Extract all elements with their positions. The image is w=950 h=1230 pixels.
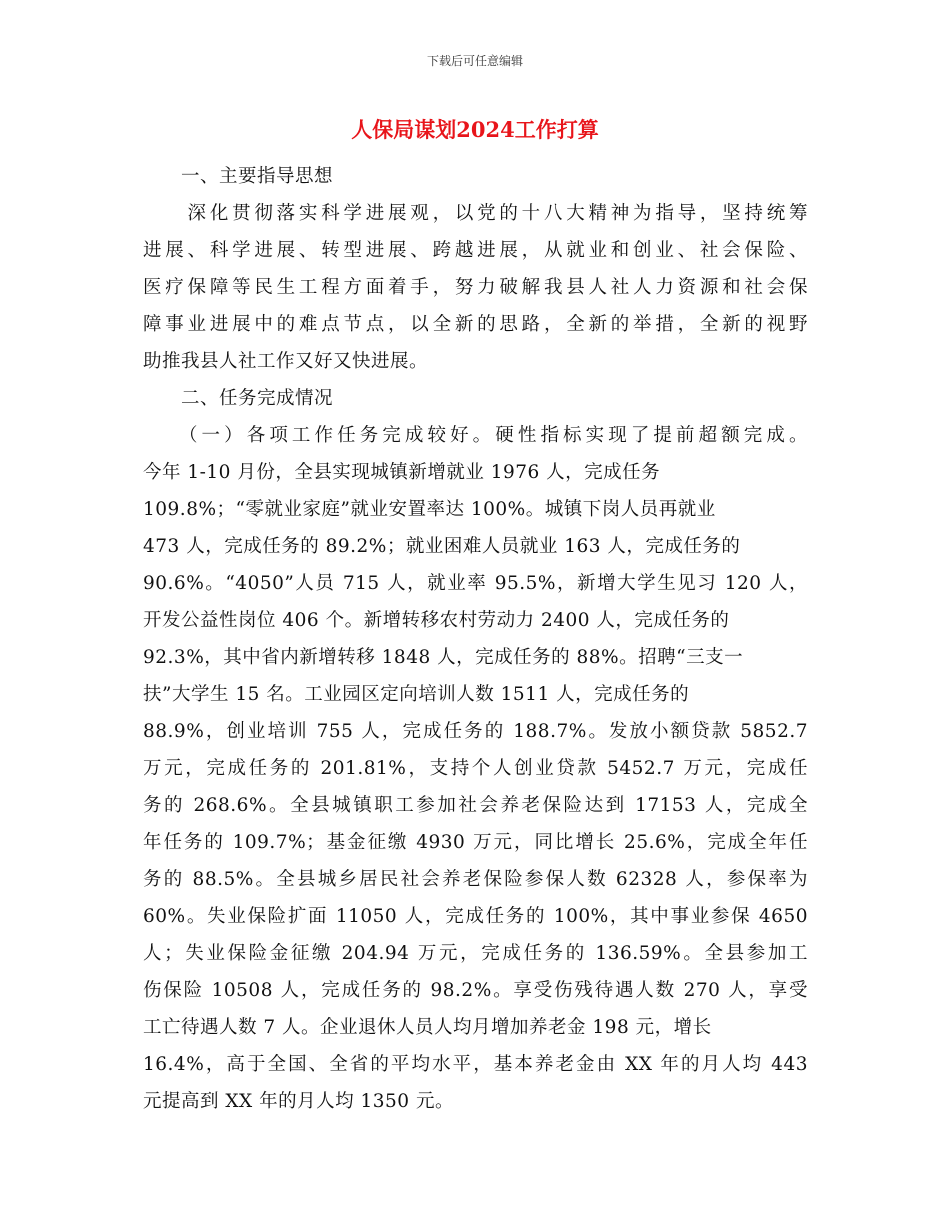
body-text-line: 扶”大学生 15 名。工业园区定向培训人数 1511 人，完成任务的 (143, 684, 690, 705)
body-text-line: 今年 1-10 月份，全县实现城镇新增就业 1976 人，完成任务 (143, 462, 661, 483)
body-text-line: 开发公益性岗位 406 个。新增转移农村劳动力 2400 人，完成任务的 (143, 610, 730, 631)
body-text-line: 人；失业保险金征缴 204.94 万元，完成任务的 136.59%。全县参加工 (143, 943, 808, 964)
body-text-line: 助推我县人社工作又好又快进展。 (143, 351, 429, 372)
body-text-line: 年任务的 109.7%；基金征缴 4930 万元，同比增长 25.6%，完成全年任 (143, 832, 808, 853)
body-text-line: 二、任务完成情况 (143, 388, 334, 409)
body-text-line: 一、主要指导思想 (143, 166, 334, 187)
body-text-line: 473 人，完成任务的 89.2%；就业困难人员就业 163 人，完成任务的 (143, 536, 741, 557)
body-text-line: 元提高到 XX 年的月人均 1350 元。 (143, 1091, 454, 1112)
body-text-line: 深化贯彻落实科学进展观，以党的十八大精神为指导，坚持统筹 (143, 203, 808, 224)
body-text-line: 务的 88.5%。全县城乡居民社会养老保险参保人数 62328 人，参保率为 (143, 869, 808, 890)
document-body (143, 158, 808, 1120)
body-text-line: 工亡待遇人数 7 人。企业退休人员人均月增加养老金 198 元，增长 (143, 1017, 712, 1038)
body-text-line: 医疗保障等民生工程方面着手，努力破解我县人社人力资源和社会保 (143, 277, 808, 298)
body-text-line: 万元，完成任务的 201.81%，支持个人创业贷款 5452.7 万元，完成任 (143, 758, 808, 779)
body-text-line: 60%。失业保险扩面 11050 人，完成任务的 100%，其中事业参保 4650 (143, 906, 808, 927)
page-header-note: 下载后可任意编辑 (426, 54, 523, 68)
body-text-line: （一）各项工作任务完成较好。硬性指标实现了提前超额完成。 (143, 425, 808, 446)
body-text-line: 进展、科学进展、转型进展、跨越进展，从就业和创业、社会保险、 (143, 240, 808, 261)
body-text-line: 92.3%，其中省内新增转移 1848 人，完成任务的 88%。招聘“三支一 (143, 647, 744, 668)
body-text-line: 务的 268.6%。全县城镇职工参加社会养老保险达到 17153 人，完成全 (143, 795, 808, 816)
body-text-line: 109.8%；“零就业家庭”就业安置率达 100%。城镇下岗人员再就业 (143, 499, 716, 520)
body-text-line: 90.6%。“4050”人员 715 人，就业率 95.5%，新增大学生见习 120 人， (143, 573, 808, 594)
body-text-line: 88.9%，创业培训 755 人，完成任务的 188.7%。发放小额贷款 5852.7 (143, 721, 808, 742)
body-text-line: 16.4%，高于全国、全省的平均水平，基本养老金由 XX 年的月人均 443 (143, 1054, 808, 1075)
document-title: 人保局谋划2024工作打算 (351, 117, 599, 142)
body-text-line: 障事业进展中的难点节点，以全新的思路，全新的举措，全新的视野 (143, 314, 808, 335)
body-text-line: 伤保险 10508 人，完成任务的 98.2%。享受伤残待遇人数 270 人，享受 (143, 980, 808, 1001)
